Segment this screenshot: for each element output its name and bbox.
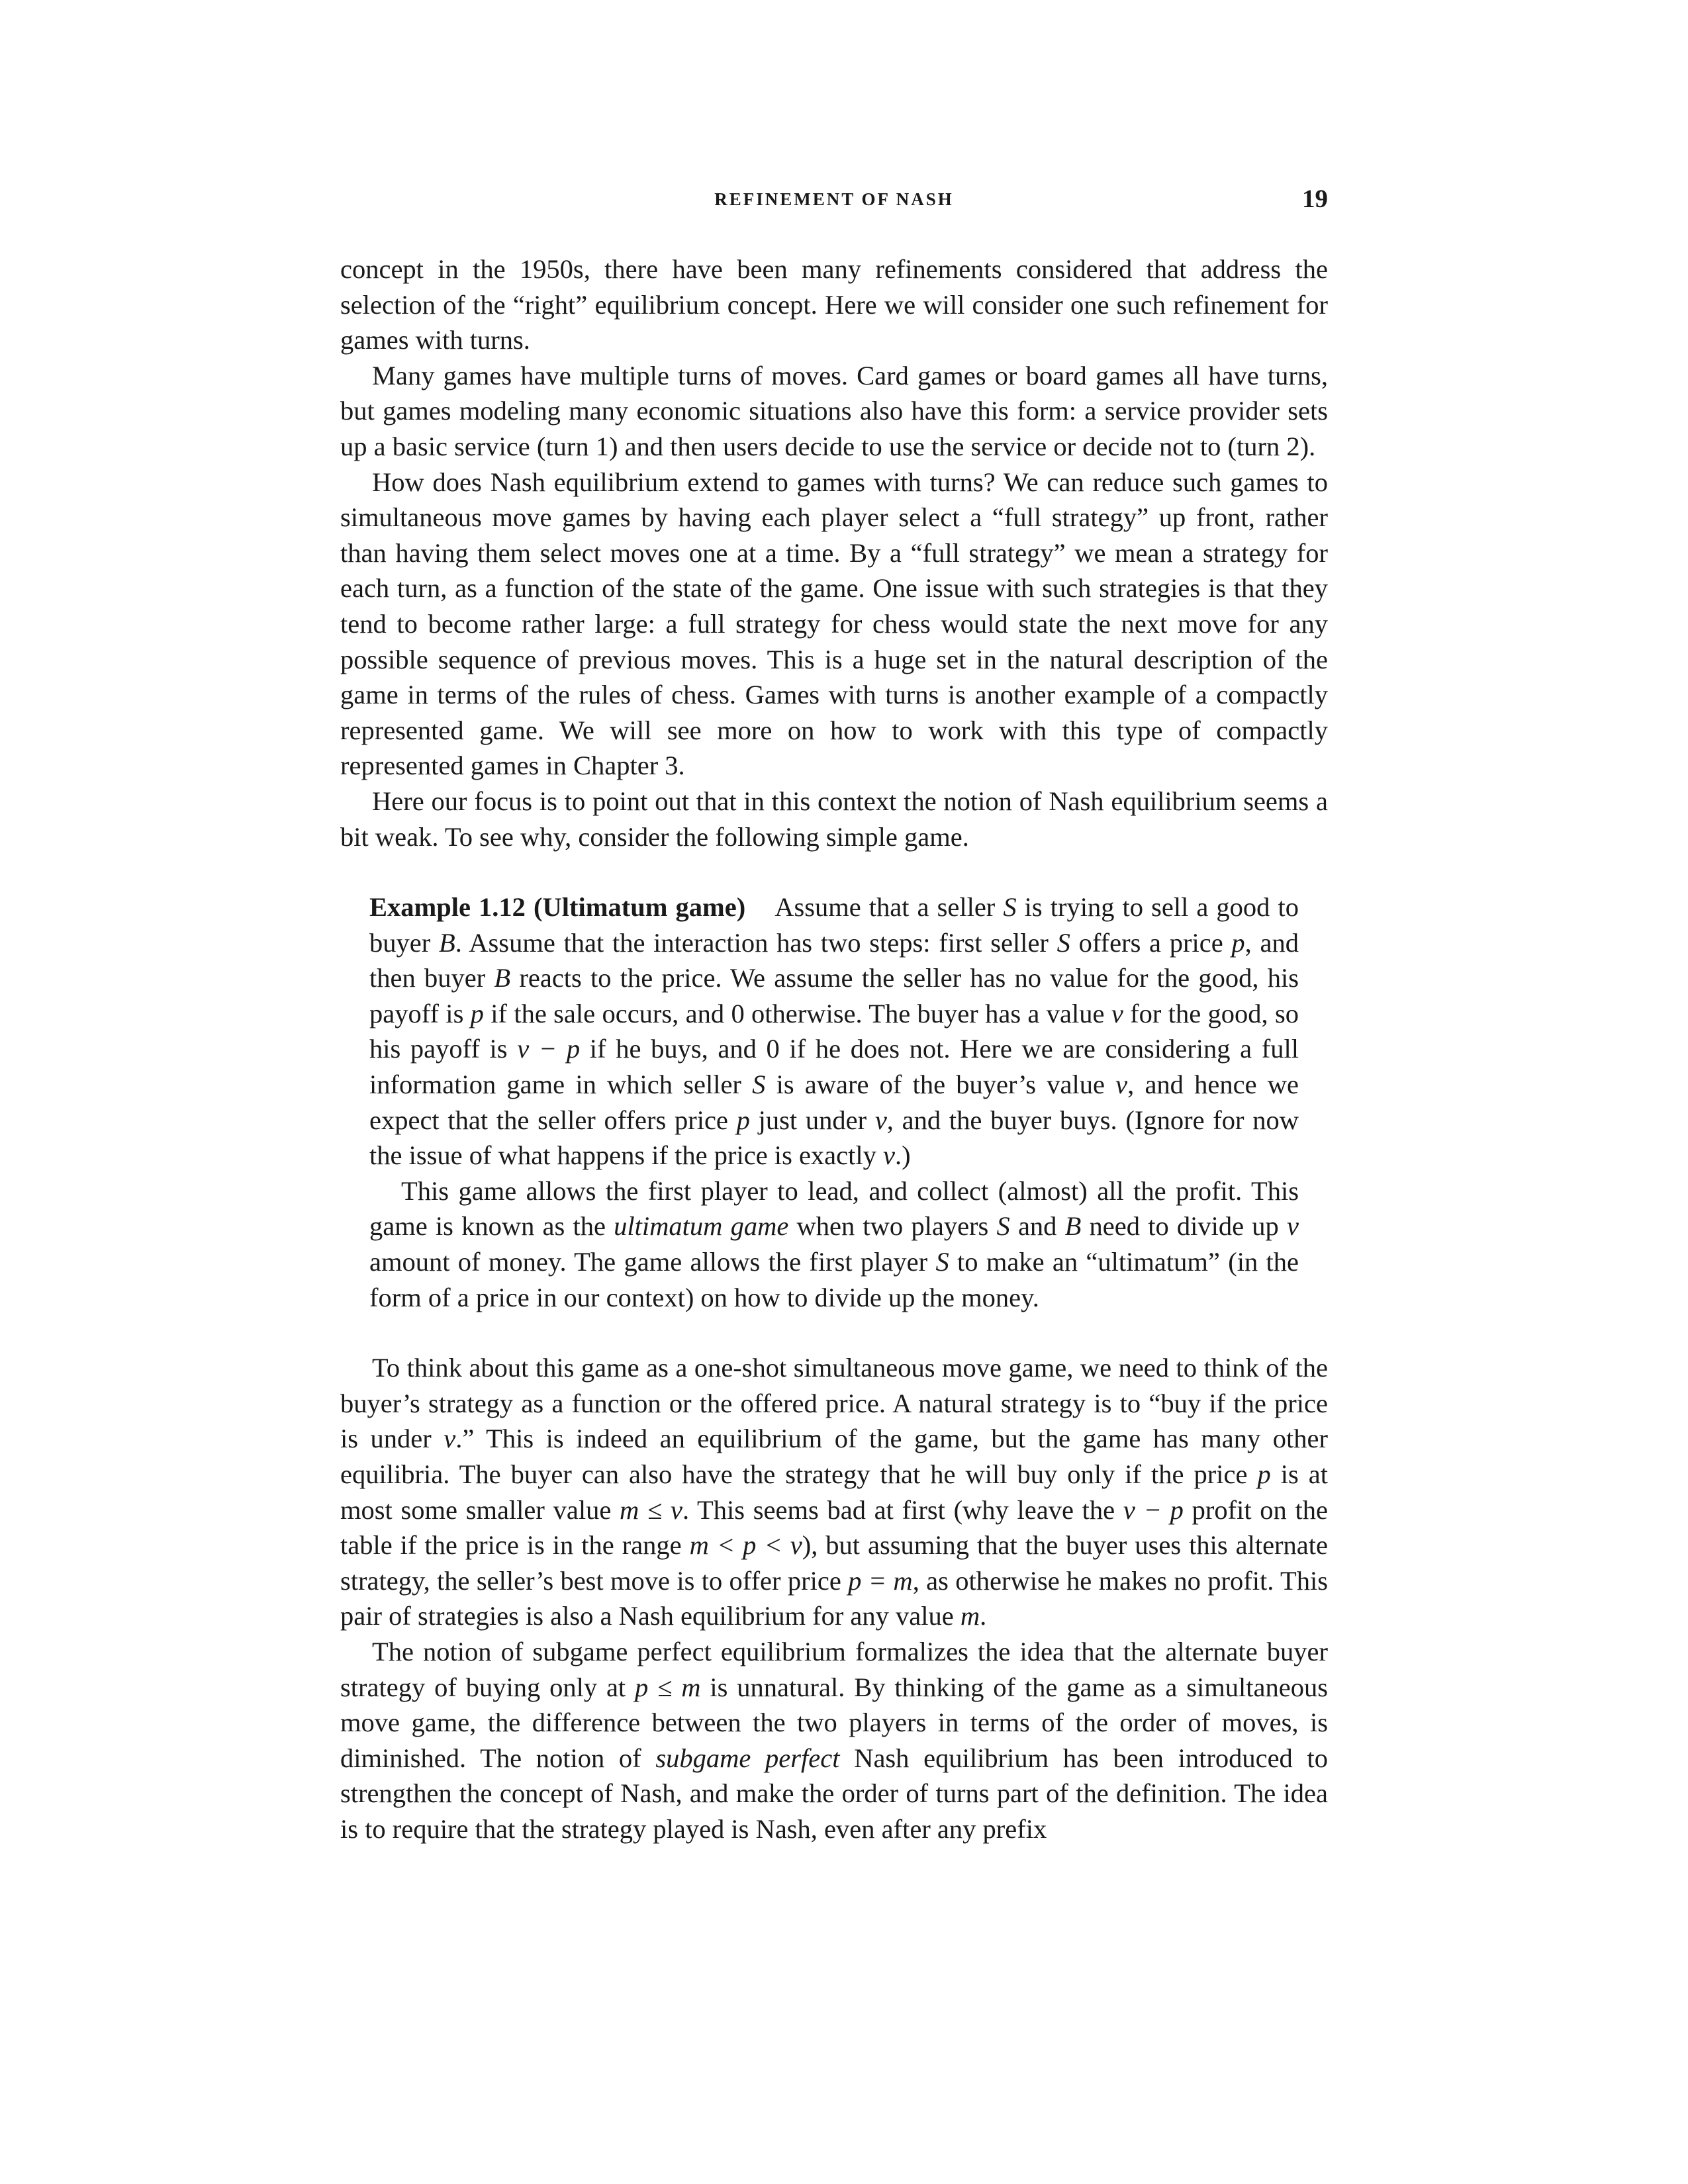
text-run: profit on the table if the price is in the range: [340, 1494, 1328, 1561]
math-expr: v − p: [1123, 1494, 1184, 1525]
text-run: Here our focus is to point out that in this context the notion of Nash equilibrium seems a bit weak. To see why, consider the following simple game.: [340, 786, 1328, 852]
math-var: S: [935, 1247, 949, 1277]
text-run: and: [1009, 1211, 1065, 1242]
emphasis: ultimatum game: [614, 1211, 789, 1242]
text-run: Assume that a seller: [774, 892, 1004, 923]
text-run: .): [895, 1140, 911, 1171]
math-var: p: [470, 998, 484, 1028]
math-var: v: [874, 1105, 887, 1135]
example-paragraph: [369, 889, 1299, 1173]
paragraph: [340, 465, 1328, 784]
math-var: S: [1056, 927, 1070, 958]
text-run: The notion of subgame perfect equilibrium formalizes the idea that the alternate buyer strategy of buying only at: [340, 1636, 1328, 1702]
text-run: is aware of the buyer’s value: [765, 1069, 1116, 1100]
running-title: REFINEMENT OF NASH: [714, 189, 954, 209]
text-run: Many games have multiple turns of moves. Card games or board games all have turns, but games modeling many economic situations also have this form: a service provider sets up a basic service (turn 1) and then users decide to use the service or decide not to (turn 2).: [340, 360, 1328, 461]
running-head: [340, 184, 1328, 217]
math-expr: v − p: [517, 1034, 581, 1064]
text-run: just under: [749, 1105, 875, 1135]
math-var: S: [752, 1069, 766, 1100]
paragraph: [340, 784, 1328, 854]
math-var: p: [1257, 1459, 1271, 1489]
math-var: v: [1287, 1211, 1299, 1242]
text-run: offers a price: [1070, 927, 1232, 958]
math-var: B: [1064, 1211, 1082, 1242]
text-run: concept in the 1950s, there have been many refinements considered that address the selection of the “right” equilibrium concept. Here we will consider one such refinement for games with turns.: [340, 254, 1328, 355]
paragraph: [340, 1634, 1328, 1847]
paragraph: [340, 1350, 1328, 1634]
text-run: need to divide up: [1081, 1211, 1287, 1242]
emphasis: subgame perfect: [655, 1743, 840, 1773]
math-var: S: [996, 1211, 1010, 1242]
text-run: . Assume that the interaction has two steps: first seller: [455, 927, 1057, 958]
text-run: , and then buyer: [369, 927, 1299, 993]
math-var: p: [736, 1105, 750, 1135]
example-block: [369, 889, 1299, 1315]
math-var: p: [1231, 927, 1245, 958]
text-run: To think about this game as a one-shot simultaneous move game, we need to think of the buyer’s strategy as a function or the offered price. A natural strategy is to “buy if the price is under: [340, 1353, 1328, 1454]
text-run: is unnatural. By thinking of the game as a simultaneous move game, the difference between the two players in terms of the order of moves, is diminished. The notion of: [340, 1672, 1328, 1773]
text-run: Nash equilibrium has been introduced to strengthen the concept of Nash, and make the order of turns part of the definition. The idea is to require that the strategy played is Nash, even after any prefix: [340, 1743, 1328, 1844]
text-run: .: [980, 1601, 987, 1631]
text-run: , and hence we expect that the seller offers price: [369, 1069, 1299, 1135]
math-expr: m ≤ v: [620, 1494, 682, 1525]
text-run: .” This is indeed an equilibrium of the game, but the game has many other equilibria. The buyer can also have the strategy that he will buy only if the price: [340, 1424, 1328, 1489]
example-paragraph: [369, 1173, 1299, 1315]
math-var: S: [1003, 892, 1017, 923]
math-var: v: [1115, 1069, 1128, 1100]
math-var: v: [444, 1424, 456, 1454]
text-run: if he buys, and 0 if he does not. Here we are considering a full information game in which seller: [369, 1034, 1299, 1100]
text-run: . This seems bad at first (why leave the: [682, 1494, 1123, 1525]
math-var: v: [883, 1140, 895, 1171]
text-run: ), but assuming that the buyer uses this alternate strategy, the seller’s best move is to offer price: [340, 1530, 1328, 1596]
text-run: for the good, so his payoff is: [369, 998, 1299, 1064]
text-run: when two players: [788, 1211, 997, 1242]
text-run: to make an “ultimatum” (in the form of a price in our context) on how to divide up the money.: [369, 1247, 1299, 1312]
math-expr: m < p < v: [689, 1530, 802, 1561]
math-expr: p = m: [848, 1565, 913, 1596]
text-run: , as otherwise he makes no profit. This pair of strategies is also a Nash equilibrium for any value: [340, 1565, 1328, 1631]
page-number: 19: [1302, 185, 1328, 213]
text-run: , and the buyer buys. (Ignore for now the issue of what happens if the price is exactly: [369, 1105, 1299, 1171]
math-var: B: [494, 963, 511, 993]
math-var: m: [960, 1601, 980, 1631]
paragraph: [340, 358, 1328, 465]
paragraph: [340, 251, 1328, 358]
text-run: is at most some smaller value: [340, 1459, 1328, 1525]
text-run: if the sale occurs, and 0 otherwise. The buyer has a value: [483, 998, 1111, 1028]
text-run: amount of money. The game allows the first player: [369, 1247, 936, 1277]
math-var: B: [438, 927, 455, 958]
text-run: is trying to sell a good to buyer: [369, 892, 1299, 958]
text-run: reacts to the price. We assume the seller has no value for the good, his payoff is: [369, 963, 1299, 1028]
text-run: This game allows the first player to lead, and collect (almost) all the profit. This game is known as the: [369, 1175, 1299, 1242]
text-run: How does Nash equilibrium extend to games with turns? We can reduce such games to simultaneous move games by having each player select a “full strategy” up front, rather than having them select moves one at a time. By a “full strategy” we mean a strategy for each turn, as a function of the state of the game. One issue with such strategies is that they tend to become rather large: a full strategy for chess would state the next move for any possible sequence of previous moves. This is a huge set in the natural description of the game in terms of the rules of chess. Games with turns is another example of a compactly represented game. We will see more on how to work with this type of compactly represented games in Chapter 3.: [340, 467, 1328, 781]
example-label: Example 1.12 (Ultimatum game): [369, 892, 746, 923]
body-text: [340, 251, 1328, 1847]
math-expr: p ≤ m: [635, 1672, 701, 1702]
math-var: v: [1111, 998, 1123, 1028]
